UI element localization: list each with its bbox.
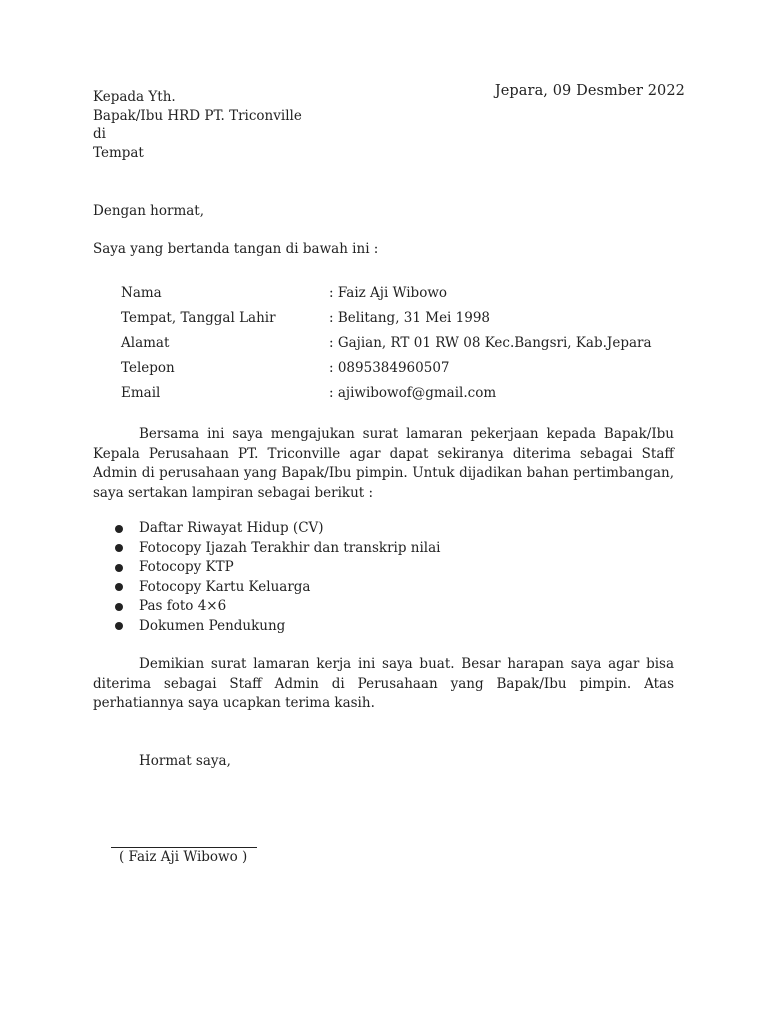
letter-date: Jepara, 09 Desmber 2022 — [494, 83, 685, 99]
list-item — [115, 578, 440, 598]
list-item — [115, 617, 440, 637]
identity-value: : ajiwibowof@gmail.com — [329, 384, 497, 401]
recipient-line: Kepada Yth. — [93, 89, 176, 105]
attachment-label: Daftar Riwayat Hidup (CV) — [139, 520, 324, 536]
identity-label: Nama — [121, 284, 162, 301]
attachment-label: Fotocopy Ijazah Terakhir dan transkrip nilai — [139, 539, 441, 556]
identity-row — [121, 305, 652, 330]
identity-label: Email — [121, 384, 161, 401]
bullet-icon — [115, 544, 123, 552]
bullet-icon — [115, 564, 123, 572]
bullet-icon — [115, 603, 123, 611]
bullet-icon — [115, 525, 123, 533]
list-item — [115, 519, 440, 539]
identity-row — [121, 380, 652, 405]
identity-row — [121, 280, 652, 305]
list-item — [115, 539, 440, 559]
list-item — [115, 558, 440, 578]
signature-name: ( Faiz Aji Wibowo ) — [119, 849, 248, 865]
list-item — [115, 597, 440, 617]
identity-label: Telepon — [121, 359, 175, 376]
body-paragraph-application: Bersama ini saya mengajukan surat lamaran pekerjaan kepada Bapak/Ibu Kepala Perusahaan PT. Triconville agar dapat sekiranya diterima sebagai Staff Admin di perusahaan yang Bapak/Ibu pimpin. Untuk dijadikan bahan pertimbangan, saya sertakan lampiran sebagai berikut : — [93, 426, 674, 501]
identity-row — [121, 330, 652, 355]
identity-value: : Faiz Aji Wibowo — [329, 284, 448, 301]
recipient-line: Tempat — [93, 144, 144, 161]
bullet-icon — [115, 583, 123, 591]
closing-salutation: Hormat saya, — [139, 753, 231, 769]
recipient-line: Bapak/Ibu HRD PT. Triconville — [93, 107, 302, 124]
recipient-block — [93, 88, 302, 162]
identity-label: Alamat — [121, 334, 170, 351]
attachment-list — [115, 519, 440, 636]
attachment-label: Fotocopy Kartu Keluarga — [139, 578, 311, 595]
greeting: Dengan hormat, — [93, 203, 205, 219]
attachment-label: Dokumen Pendukung — [139, 617, 286, 634]
intro-sentence: Saya yang bertanda tangan di bawah ini : — [93, 241, 379, 257]
identity-value: : Gajian, RT 01 RW 08 Kec.Bangsri, Kab.Jepara — [329, 334, 652, 351]
identity-table — [121, 280, 652, 405]
identity-label: Tempat, Tanggal Lahir — [121, 309, 276, 326]
signature-line — [111, 847, 257, 848]
attachment-label: Fotocopy KTP — [139, 559, 234, 575]
identity-value: : 0895384960507 — [329, 359, 450, 376]
attachment-label: Pas foto 4×6 — [139, 598, 227, 614]
identity-row — [121, 355, 652, 380]
bullet-icon — [115, 622, 123, 630]
identity-value: : Belitang, 31 Mei 1998 — [329, 309, 491, 326]
body-paragraph-closing: Demikian surat lamaran kerja ini saya buat. Besar harapan saya agar bisa diterima sebagai Staff Admin di Perusahaan yang Bapak/Ibu pimpin. Atas perhatiannya saya ucapkan terima kasih. — [93, 656, 674, 711]
recipient-line: di — [93, 126, 106, 142]
